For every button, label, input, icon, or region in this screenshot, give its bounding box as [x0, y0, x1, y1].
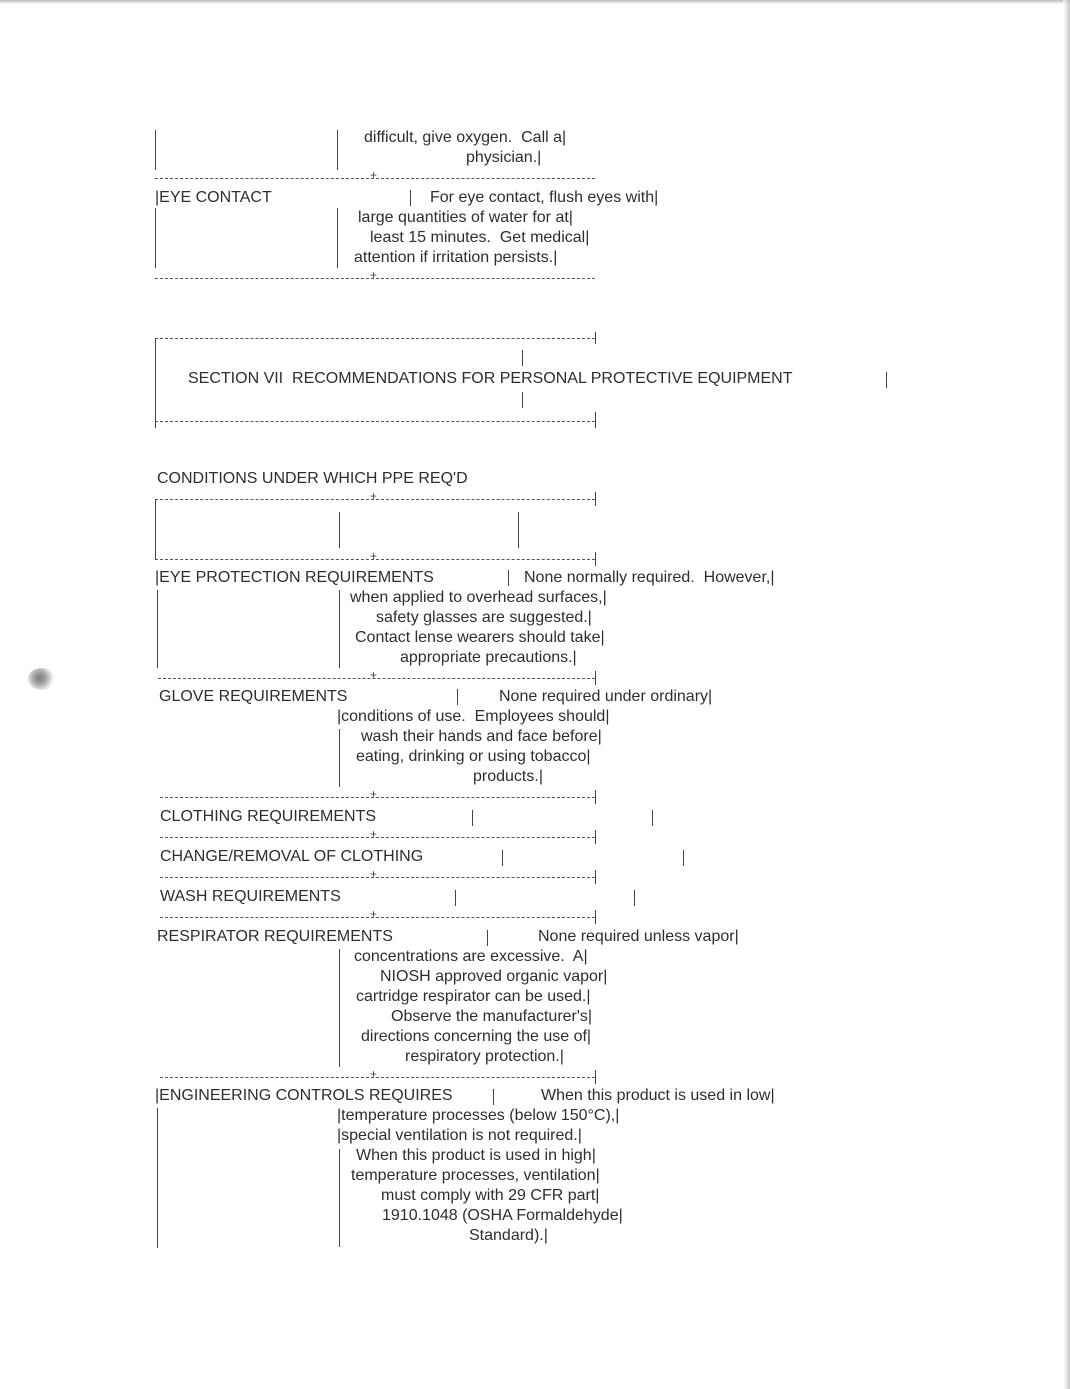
right-border: [595, 790, 596, 804]
table-rule: +: [155, 499, 595, 500]
right-border: [634, 890, 635, 906]
eye-contact-text-line: For eye contact, flush eyes with|: [430, 189, 659, 206]
right-border: [595, 412, 596, 428]
engineering-text-line: Standard).|: [469, 1227, 548, 1244]
column-divider: [487, 930, 488, 946]
respirator-text-line: cartridge respirator can be used.|: [356, 988, 591, 1005]
change-removal-label: CHANGE/REMOVAL OF CLOTHING: [160, 848, 424, 865]
box-divider: [522, 350, 523, 366]
left-border: [157, 1108, 158, 1248]
table-rule: [155, 338, 595, 339]
column-divider: [339, 729, 340, 787]
right-border: [683, 850, 684, 866]
eye-protection-label: |EYE PROTECTION REQUIREMENTS: [155, 569, 434, 586]
eye-protection-text-line: safety glasses are suggested.|: [376, 609, 592, 626]
eye-contact-text-line: least 15 minutes. Get medical|: [370, 229, 590, 246]
right-border: [886, 372, 887, 388]
eye-protection-text-line: None normally required. However,|: [524, 569, 775, 586]
eye-contact-text-line: large quantities of water for at|: [358, 209, 573, 226]
scan-smudge: [28, 668, 54, 690]
respirator-text-line: directions concerning the use of|: [361, 1028, 592, 1045]
table-rule: +: [160, 837, 595, 838]
respirator-text-line: Observe the manufacturer's|: [391, 1008, 593, 1025]
glove-text-line: None required under ordinary|: [499, 688, 713, 705]
column-divider: [518, 512, 519, 548]
wash-label: WASH REQUIREMENTS: [160, 888, 341, 905]
eye-protection-text-line: Contact lense wearers should take|: [355, 629, 605, 646]
table-rule: +: [160, 797, 595, 798]
table-rule: [155, 421, 595, 422]
table-rule: +: [160, 1077, 595, 1078]
box-divider: [522, 392, 523, 408]
inhalation-text-line: physician.|: [466, 149, 542, 166]
column-divider: [339, 949, 340, 1067]
table-rule: +: [158, 678, 595, 679]
eye-protection-text-line: when applied to overhead surfaces,|: [350, 589, 607, 606]
table-rule: +: [155, 278, 595, 279]
respirator-text-line: None required unless vapor|: [538, 928, 739, 945]
engineering-text-line: When this product is used in low|: [541, 1087, 775, 1104]
inhalation-text-line: difficult, give oxygen. Call a|: [364, 129, 567, 146]
engineering-text-line: |special ventilation is not required.|: [337, 1127, 582, 1144]
glove-text-line: |conditions of use. Employees should|: [337, 708, 610, 725]
right-border: [595, 870, 596, 884]
column-divider: [457, 689, 458, 705]
column-divider: [472, 810, 473, 826]
engineering-text-line: 1910.1048 (OSHA Formaldehyde|: [382, 1207, 623, 1224]
right-border: [652, 810, 653, 826]
right-border: [595, 1070, 596, 1084]
right-border: [595, 332, 596, 344]
column-divider: [502, 850, 503, 866]
eye-contact-label: |EYE CONTACT: [155, 189, 272, 206]
engineering-text-line: When this product is used in high|: [356, 1147, 596, 1164]
respirator-text-line: concentrations are excessive. A|: [354, 948, 588, 965]
column-divider: [493, 1089, 494, 1105]
respirator-text-line: respiratory protection.|: [405, 1048, 564, 1065]
engineering-text-line: must comply with 29 CFR part|: [381, 1187, 600, 1204]
engineering-text-line: temperature processes, ventilation|: [351, 1167, 600, 1184]
clothing-label: CLOTHING REQUIREMENTS: [160, 808, 377, 825]
scan-right-edge: [1063, 0, 1070, 1389]
column-divider: [339, 512, 340, 548]
glove-text-line: products.|: [473, 768, 543, 785]
table-rule: +: [160, 917, 595, 918]
right-border: [595, 830, 596, 844]
glove-label: GLOVE REQUIREMENTS: [159, 688, 348, 705]
left-border: [155, 208, 156, 268]
right-border: [595, 671, 596, 685]
column-divider: [337, 130, 338, 170]
engineering-text-line: |temperature processes (below 150°C),|: [337, 1107, 620, 1124]
table-rule: +: [155, 178, 595, 179]
eye-contact-text-line: attention if irritation persists.|: [354, 249, 558, 266]
conditions-heading: CONDITIONS UNDER WHICH PPE REQ'D: [157, 470, 468, 487]
left-border: [157, 590, 158, 668]
section-title: SECTION VII RECOMMENDATIONS FOR PERSONAL PROTECTIVE EQUIPMENT: [188, 370, 793, 387]
glove-text-line: eating, drinking or using tobacco|: [356, 748, 591, 765]
right-border: [595, 552, 596, 566]
glove-text-line: wash their hands and face before|: [361, 728, 602, 745]
column-divider: [410, 190, 411, 206]
column-divider: [455, 890, 456, 906]
column-divider: [339, 1149, 340, 1247]
respirator-label: RESPIRATOR REQUIREMENTS: [157, 928, 393, 945]
scan-top-edge: [0, 0, 1070, 5]
table-rule: +: [160, 877, 595, 878]
column-divider: [508, 570, 509, 586]
right-border: [595, 910, 596, 924]
eye-protection-text-line: appropriate precautions.|: [400, 649, 577, 666]
engineering-label: |ENGINEERING CONTROLS REQUIRES: [155, 1087, 453, 1104]
table-rule: +: [155, 559, 595, 560]
left-border: [155, 130, 156, 170]
right-border: [595, 492, 596, 506]
left-border: [155, 499, 156, 559]
respirator-text-line: NIOSH approved organic vapor|: [380, 968, 608, 985]
column-divider: [337, 208, 338, 268]
left-border: [155, 338, 156, 428]
column-divider: [339, 590, 340, 668]
